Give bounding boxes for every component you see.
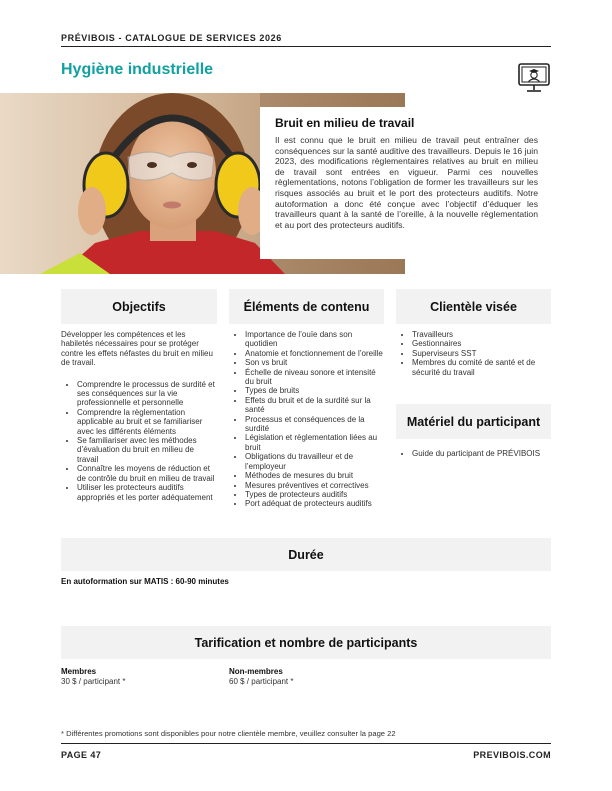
- page-number: PAGE 47: [61, 750, 102, 760]
- duree-header: Durée: [61, 538, 551, 571]
- list-item: • Effets du bruit et de la surdité sur la santé: [245, 396, 384, 415]
- contenu-list: [229, 330, 384, 509]
- list-item: • Législation et règlementation liées au bruit: [245, 433, 384, 452]
- contenu-content: [229, 330, 384, 509]
- objectifs-header: Objectifs: [61, 289, 217, 324]
- footer-divider: [61, 743, 551, 744]
- footnote: * Différentes promotions sont disponibles pour notre clientèle membre, veuillez consulter la page 22: [61, 729, 396, 738]
- materiel-header: Matériel du participant: [396, 404, 551, 439]
- objectifs-list: [61, 380, 217, 502]
- tarification-header: Tarification et nombre de participants: [61, 626, 551, 659]
- list-item: • Comprendre le processus de surdité et ses conséquences sur la vie professionnelle et personnelle: [77, 380, 217, 408]
- hero-card-text: Il est connu que le bruit en milieu de travail peut entraîner des conséquences sur la santé auditive des travailleurs. Depuis le 16 juin 2023, des modifications règlementaires relatives au bruit en milieu de travail sont entrées en vigueur. Parmi ces nouvelles règlementations, notons l’obligation de former les travailleurs sur les risques associés au bruit et le port des protecteurs auditifs. Notre autoformation a donc été conçue avec l’objectif d’éduquer les travailleurs quant à la santé de l’oreille, à la nouvelle règlementation et au port des protecteurs auditifs.: [275, 135, 538, 230]
- members-price: 30 $ / participant *: [61, 677, 126, 686]
- list-item: • Processus et conséquences de la surdité: [245, 415, 384, 434]
- members-label: Membres: [61, 667, 97, 676]
- materiel-content: [396, 449, 551, 458]
- list-item: • Membres du comité de santé et de sécurité du travail: [412, 358, 551, 377]
- section-title: Hygiène industrielle: [61, 61, 214, 78]
- nonmembers-label: Non-membres: [229, 667, 283, 676]
- clientele-header: Clientèle visée: [396, 289, 551, 324]
- list-item: • Importance de l’ouïe dans son quotidien: [245, 330, 384, 349]
- clientele-content: [396, 330, 551, 377]
- list-item: • Méthodes de mesures du bruit: [245, 471, 384, 480]
- materiel-list: [396, 449, 551, 458]
- list-item: • Travailleurs: [412, 330, 551, 339]
- list-item: • Obligations du travailleur et de l’employeur: [245, 452, 384, 471]
- list-item: • Utiliser les protecteurs auditifs appropriés et les porter adéquatement: [77, 483, 217, 502]
- list-item: • Son vs bruit: [245, 358, 384, 367]
- duree-text: En autoformation sur MATIS : 60-90 minutes: [61, 577, 229, 586]
- list-item: • Types de bruits: [245, 386, 384, 395]
- objectifs-intro: Développer les compétences et les habiletés nécessaires pour se protéger contre les effets néfastes du bruit en milieu de travail.: [61, 330, 213, 368]
- list-item: • Types de protecteurs auditifs: [245, 490, 384, 499]
- list-item: • Mesures préventives et correctives: [245, 481, 384, 490]
- objectifs-content: [61, 330, 217, 502]
- header-divider: [61, 46, 551, 47]
- hero-text-card: [260, 107, 551, 259]
- list-item: • Gestionnaires: [412, 339, 551, 348]
- list-item: • Guide du participant de PRÉVIBOIS: [412, 449, 551, 458]
- header-title: PRÉVIBOIS - CATALOGUE DE SERVICES 2026: [61, 33, 282, 43]
- list-item: • Se familiariser avec les méthodes d’évaluation du bruit en milieu de travail: [77, 436, 217, 464]
- hero-card-title: Bruit en milieu de travail: [275, 116, 415, 130]
- clientele-list: [396, 330, 551, 377]
- website-link[interactable]: PREVIBOIS.COM: [473, 750, 551, 760]
- list-item: • Superviseurs SST: [412, 349, 551, 358]
- list-item: • Port adéquat de protecteurs auditifs: [245, 499, 384, 508]
- nonmembers-price: 60 $ / participant *: [229, 677, 294, 686]
- list-item: • Comprendre la règlementation applicable au bruit et se familiariser avec les différents éléments: [77, 408, 217, 436]
- list-item: • Anatomie et fonctionnement de l’oreille: [245, 349, 384, 358]
- list-item: • Échelle de niveau sonore et intensité du bruit: [245, 368, 384, 387]
- contenu-header: Éléments de contenu: [229, 289, 384, 324]
- laptop-training-icon: [516, 60, 552, 96]
- list-item: • Connaître les moyens de réduction et de contrôle du bruit en milieu de travail: [77, 464, 217, 483]
